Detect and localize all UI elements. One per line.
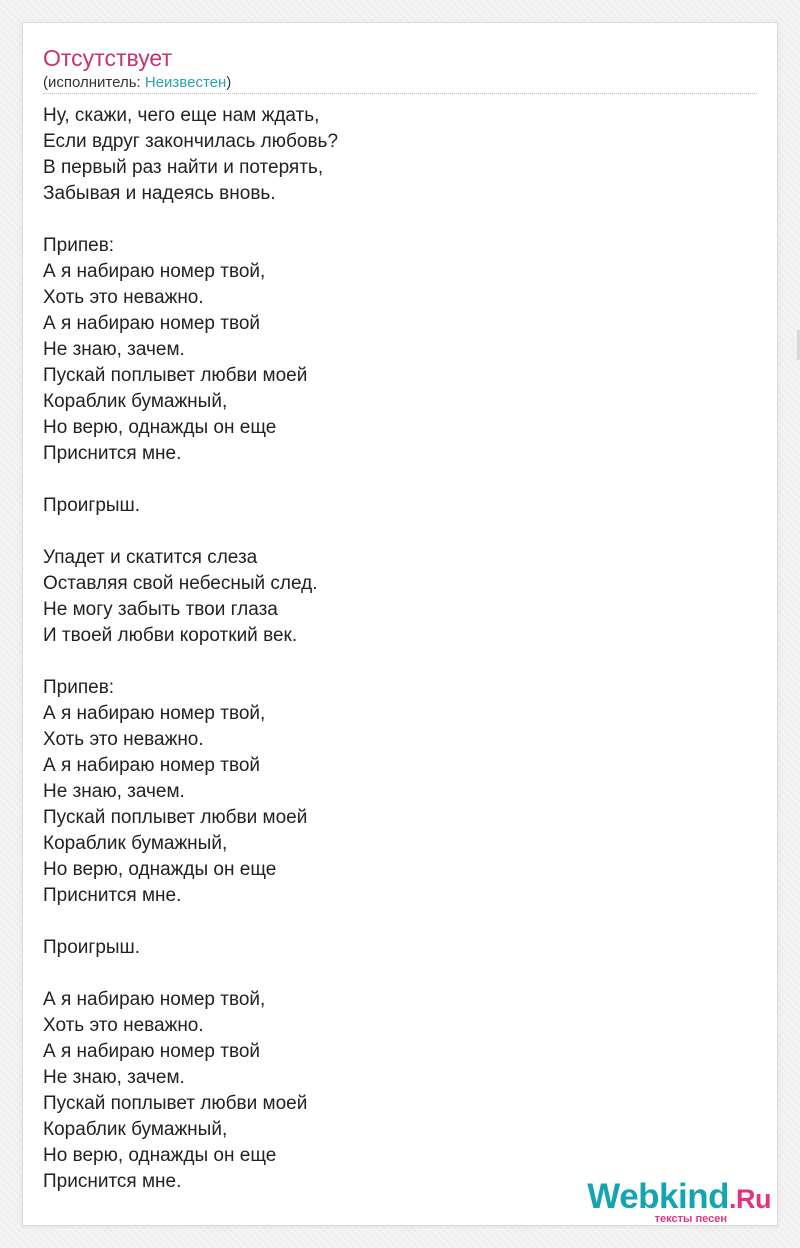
- lyric-line: Не знаю, зачем.: [43, 1067, 185, 1088]
- lyric-line: Оставляя свой небесный след.: [43, 573, 318, 594]
- lyrics-card: [22, 22, 778, 1226]
- lyric-line: Кораблик бумажный,: [43, 391, 228, 412]
- lyric-line: Приснится мне.: [43, 885, 182, 906]
- lyric-line: А я набираю номер твой,: [43, 261, 266, 282]
- lyric-blank-line: [43, 961, 338, 987]
- lyric-blank-line: [43, 909, 338, 935]
- lyric-line: Приснится мне.: [43, 1171, 182, 1192]
- artist-line: [43, 73, 231, 93]
- lyric-line: Не знаю, зачем.: [43, 339, 185, 360]
- lyric-line: Кораблик бумажный,: [43, 1119, 228, 1140]
- site-logo[interactable]: [581, 1177, 771, 1223]
- logo-domain-suffix: .Ru: [729, 1184, 771, 1214]
- lyric-line: Хоть это неважно.: [43, 729, 204, 750]
- lyric-line: Проигрыш.: [43, 937, 141, 958]
- lyric-blank-line: [43, 207, 338, 233]
- lyric-line: Не знаю, зачем.: [43, 781, 185, 802]
- lyric-line: Но верю, однажды он еще: [43, 859, 277, 880]
- lyric-line: Не могу забыть твои глаза: [43, 599, 278, 620]
- lyric-line: Пускай поплывет любви моей: [43, 365, 308, 386]
- lyric-line: Ну, скажи, чего еще нам ждать,: [43, 105, 320, 126]
- lyric-line: А я набираю номер твой: [43, 755, 261, 776]
- artist-link[interactable]: Неизвестен: [144, 74, 227, 91]
- lyric-line: Припев:: [43, 677, 115, 698]
- lyric-blank-line: [43, 649, 338, 675]
- lyric-line: Упадет и скатится слеза: [43, 547, 258, 568]
- title-divider: [43, 93, 757, 94]
- lyric-blank-line: [43, 467, 338, 493]
- artist-suffix: ): [226, 74, 232, 91]
- lyric-line: А я набираю номер твой: [43, 313, 261, 334]
- song-title: Отсутствует: [43, 45, 172, 71]
- lyric-line: А я набираю номер твой: [43, 1041, 261, 1062]
- lyric-line: Припев:: [43, 235, 115, 256]
- lyric-line: Забывая и надеясь вновь.: [43, 183, 276, 204]
- lyric-line: А я набираю номер твой,: [43, 703, 266, 724]
- lyric-line: В первый раз найти и потерять,: [43, 157, 324, 178]
- lyric-line: Пускай поплывет любви моей: [43, 1093, 308, 1114]
- lyric-blank-line: [43, 519, 338, 545]
- lyric-line: Если вдруг закончилась любовь?: [43, 131, 339, 152]
- lyric-line: Хоть это неважно.: [43, 1015, 204, 1036]
- artist-prefix: (исполнитель:: [43, 74, 145, 91]
- lyric-line: И твоей любви короткий век.: [43, 625, 298, 646]
- lyric-line: Пускай поплывет любви моей: [43, 807, 308, 828]
- lyric-line: Но верю, однажды он еще: [43, 1145, 277, 1166]
- lyric-line: А я набираю номер твой,: [43, 989, 266, 1010]
- lyric-line: Приснится мне.: [43, 443, 182, 464]
- lyric-line: Хоть это неважно.: [43, 287, 204, 308]
- lyric-line: Но верю, однажды он еще: [43, 417, 277, 438]
- lyric-line: Проигрыш.: [43, 495, 141, 516]
- lyrics-text: [43, 103, 338, 1195]
- lyric-line: Кораблик бумажный,: [43, 833, 228, 854]
- logo-tagline: тексты песен: [654, 1213, 727, 1225]
- logo-main-text: Webkind: [587, 1177, 729, 1216]
